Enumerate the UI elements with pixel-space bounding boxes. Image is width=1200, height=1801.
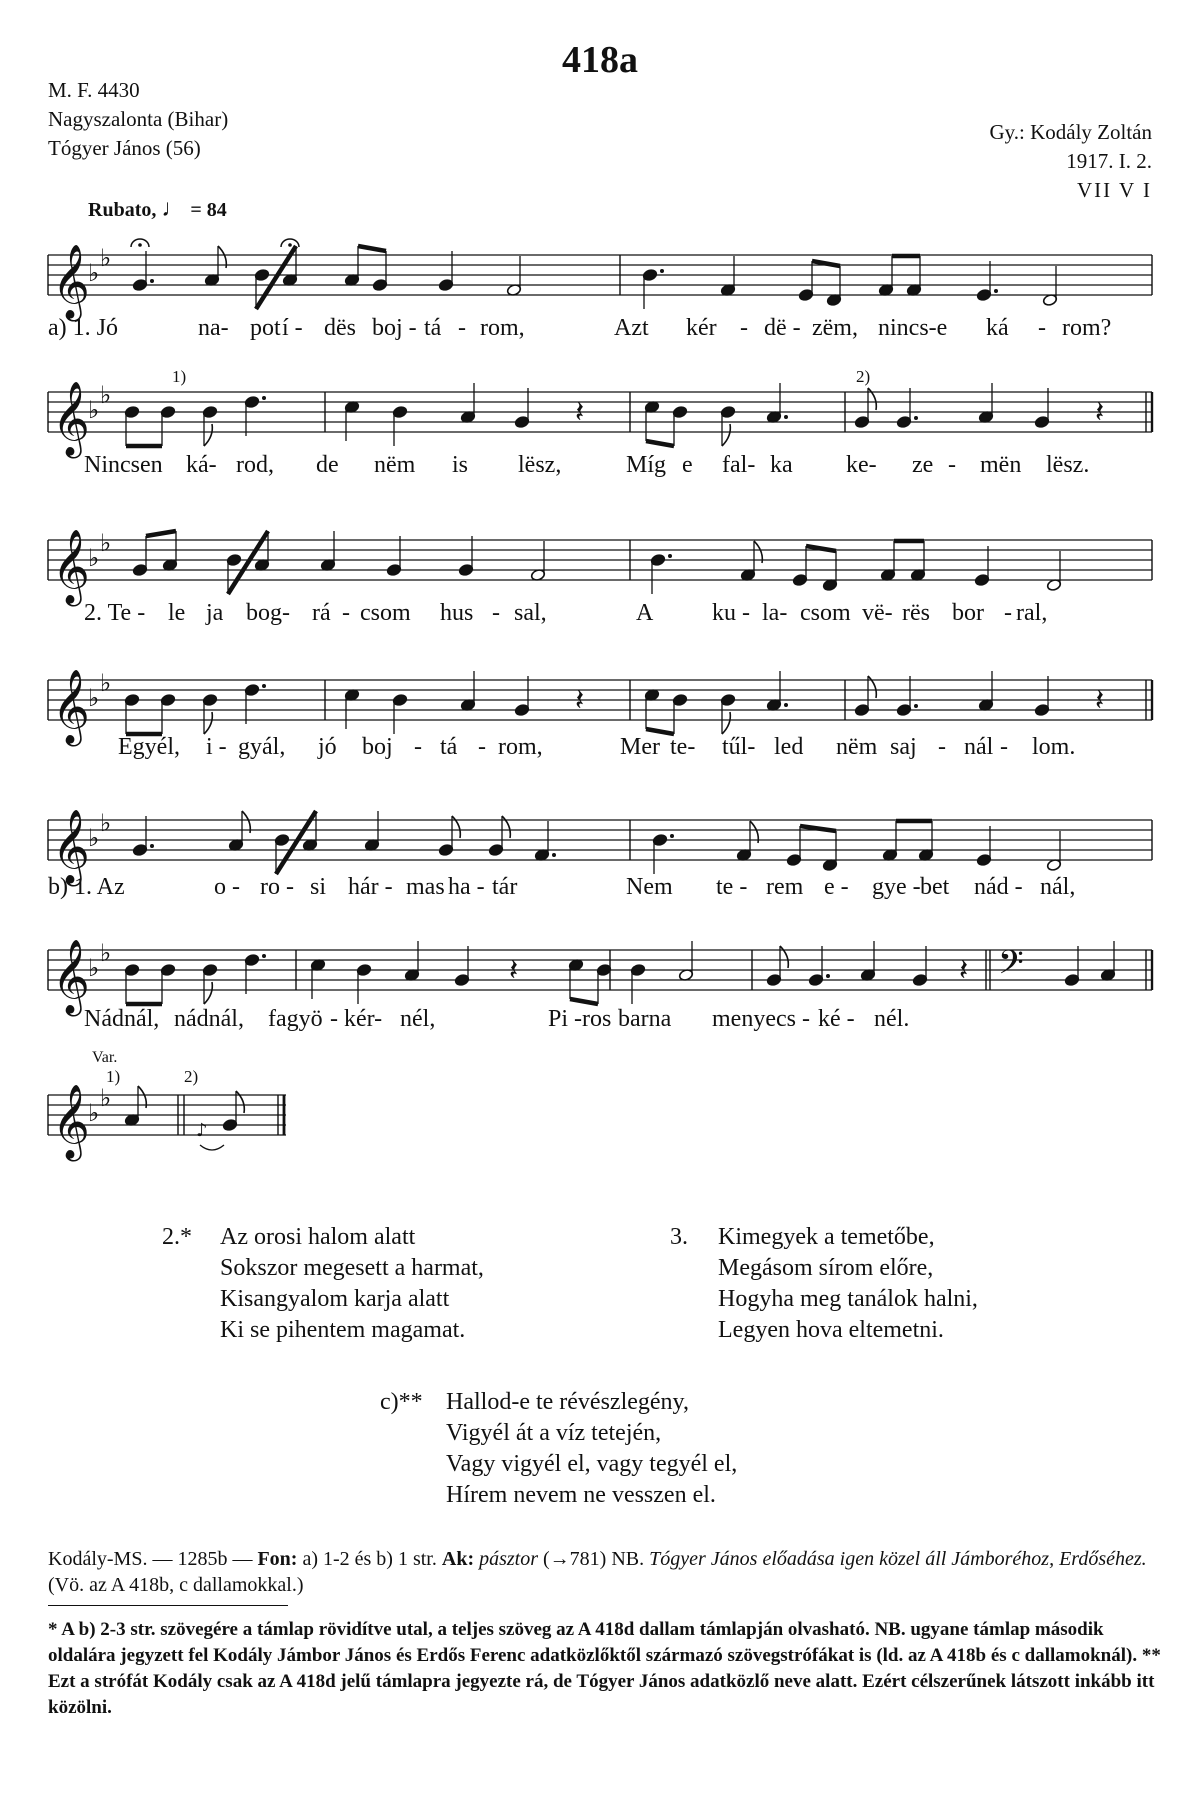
lyric-syllable: gye - [872,874,921,900]
stanza-label: 2.* [162,1224,192,1250]
lyric-syllable: menyecs - [712,1006,810,1032]
lyric-syllable: te - [716,874,748,900]
occupation: pásztor [474,1548,539,1570]
flag [868,388,876,410]
lyric-syllable: la- [762,600,788,626]
treble-clef-icon: 𝄞 [52,530,90,604]
flat-icon: ♭ [88,1099,100,1127]
collector: Gy.: Kodály Zoltán [989,120,1152,144]
lyric-syllable: tá [440,734,458,760]
flat-icon: ♭ [100,529,112,557]
footnote [48,1617,1168,1721]
lyric-syllable: í - [282,315,303,341]
quarter-rest-icon: 𝄽 [1095,683,1105,718]
lyric-syllable: - [414,734,422,760]
collection-date: 1917. I. 2. [1066,149,1152,173]
beam [646,441,674,446]
stanza-label: 3. [670,1224,688,1250]
flag [868,676,876,698]
lyric-syllable: 2. Te - [84,600,146,626]
lyric-syllable: lësz, [518,452,562,478]
lyric-syllable: Nincsen [84,452,163,478]
lyric-syllable: ja [206,600,224,626]
lyric-syllable: - [740,315,748,341]
lyric-syllable: e [682,452,693,478]
lyric-syllable: nádnál, [174,1006,244,1032]
lyric-syllable: ku - [712,600,750,626]
flat-icon: ♭ [100,381,112,409]
flat-icon: ♭ [88,544,100,572]
variant-mark: 2) [184,1067,199,1086]
lyric-syllable: ze [912,452,934,478]
lyric-syllable: ké - [818,1006,855,1032]
stanza-c [380,1387,738,1511]
flat-icon: ♭ [88,954,100,982]
dot [668,554,672,558]
flat-icon: ♭ [88,396,100,424]
dot [670,834,674,838]
stanza-line: Legyen hova eltemetni. [718,1317,944,1343]
dot [914,704,918,708]
lyric-syllable: ka [770,452,793,478]
flat-icon: ♭ [88,259,100,287]
lyric-syllable: Mer [620,734,660,760]
stanza-line: Vagy vigyél el, vagy tegyél el, [446,1451,738,1477]
catalog-number: M. F. 4430 [48,78,140,102]
footnote-text: A b) 2-3 str. szövegére a támlap rövidítve utal, a teljes szöveg az A 418d dallam támlapján olvasható. NB. ugyane támlap második oldalára jegyzett fel Kodály Jámbor János és Erdős Ferenc adatközlőktől származó szövegstrófákat is (ld. az A 418b és c dallamoknál). [48,1619,1138,1666]
lyric-syllable: saj [890,734,917,760]
tempo-value: = 84 [190,199,227,221]
flag [780,946,788,968]
lyric-syllable: - [1000,734,1008,760]
lyric-syllable: de [316,452,339,478]
lyric-syllable: ha - [448,874,485,900]
dot [150,279,154,283]
flat-icon: ♭ [100,669,112,697]
lyric-syllable: rës [902,600,930,626]
lyric-syllable: gyál, [238,734,286,760]
beam [146,531,176,536]
flat-icon: ♭ [100,244,112,272]
lyric-syllable: bor [952,600,984,626]
lyric-syllable: si [310,874,327,900]
lyric-syllable: o - [214,874,240,900]
commentary-compare: (Vö. az A 418b, c dallamokkal.) [48,1574,304,1596]
ak-label: Ak: [441,1548,475,1570]
lyric-syllable: vë- [862,600,893,626]
flag [722,424,730,446]
dot [994,289,998,293]
stanza-line: Kimegyek a temetőbe, [718,1224,935,1250]
quarter-rest-icon: 𝄽 [1095,395,1105,430]
commentary-stanzas: a) 1-2 és b) 1 str. [297,1548,442,1570]
commentary [48,1546,1158,1598]
commentary-note: Tógyer János előadása igen közel áll Jámboréhoz, Erdőséhez. [649,1548,1147,1570]
stanza-label: c)** [380,1389,423,1415]
cadence-formula: VII V I [1076,178,1152,202]
quarter-rest-icon: 𝄽 [575,683,585,718]
dot [552,853,556,857]
stanza-line: Kisangyalom karja alatt [220,1286,450,1312]
stanza-line: Megásom sírom előre, [718,1255,934,1281]
dot [784,703,788,707]
bass-clef-icon: 𝄢 [998,944,1024,990]
lyric-syllable: ke- [846,452,877,478]
stanza-line: Sokszor megesett a harmat, [220,1255,484,1281]
stanza-line: Vigyél át a víz tetején, [446,1420,662,1446]
lyric-syllable: led [774,734,804,760]
lyric-syllable: kér [686,315,717,341]
flag [722,712,730,734]
footnote-marker: ** [1141,1645,1161,1666]
lyric-syllable: nád - [974,874,1023,900]
dot [784,415,788,419]
treble-clef-icon: 𝄞 [52,810,90,884]
lyric-syllable: - [492,600,500,626]
lyric-syllable: te- [670,734,696,760]
lyric-syllable: dë - [764,315,801,341]
lyric-syllable: a) 1. Jó [48,315,118,341]
lyric-syllable: fal- [722,452,756,478]
lyric-syllable: - [1038,315,1046,341]
lyric-syllable: Nádnál, [84,1006,160,1032]
stanza-2 [162,1222,484,1346]
flag [236,1091,244,1113]
lyric-syllable: - [330,1006,338,1032]
treble-clef-icon: 𝄞 [52,245,90,319]
lyric-syllable: na- [198,315,229,341]
lyric-syllable: - [342,600,350,626]
lyric-syllable: Nem [626,874,673,900]
lyric-syllable: nincs-e [878,315,948,341]
variant-mark: 1) [106,1067,121,1086]
lyric-syllable: e - [824,874,849,900]
treble-clef-icon: 𝄞 [52,1085,90,1159]
lyric-syllable: rod, [236,452,274,478]
lyric-syllable: csom [800,600,851,626]
lyric-syllable: tá [424,315,442,341]
flat-icon: ♭ [100,1084,112,1112]
lyric-syllable: lom. [1032,734,1076,760]
lyric-syllable: dës [324,315,356,341]
lyric-syllable: jó [318,734,337,760]
lyric-syllable: - [948,452,956,478]
fermata-dot [138,243,142,247]
footnote-marker: * [48,1619,58,1640]
lyric-syllable: ros [582,1006,612,1032]
lyric-syllable: boj [362,734,393,760]
flat-icon: ♭ [88,824,100,852]
lyric-syllable: zëm, [812,315,858,341]
commentary-ref: (→781) NB. [538,1548,650,1570]
tune-number: 418a [562,39,638,81]
lyric-syllable: nál, [1040,874,1076,900]
dot [826,974,830,978]
fermata-dot [288,243,292,247]
variant-mark: 2) [856,367,871,386]
lyric-syllable: barna [618,1006,672,1032]
flag [452,816,460,838]
dot [262,684,266,688]
lyric-syllable: rem [766,874,804,900]
lyric-syllable: hár - [348,874,393,900]
treble-clef-icon: 𝄞 [52,382,90,456]
stanza-line: Hallod-e te révészlegény, [446,1389,689,1415]
stanza-line: Ki se pihentem magamat. [220,1317,466,1343]
lyric-syllable: nëm [374,452,416,478]
lyric-syllable: boj - [372,315,417,341]
lyric-syllable: b) 1. Az [48,874,125,900]
lyric-syllable: lësz. [1046,452,1090,478]
quarter-rest-icon: 𝄽 [509,953,519,988]
footnote-text: Ezt a strófát Kodály csak az A 418d jelű támlapra jegyezte rá, de Tógyer János adatközlő neve alatt. Ezért célszerűnek látszott inkább itt közölni. [48,1671,1155,1718]
flat-icon: ♭ [88,684,100,712]
singer: Tógyer János (56) [48,136,201,160]
flat-icon: ♭ [100,809,112,837]
lyric-syllable: tűl- [722,734,756,760]
lyric-syllable: mas [406,874,445,900]
lyric-syllable: mën [980,452,1022,478]
dot [150,844,154,848]
dot [914,416,918,420]
beam [570,999,598,1004]
stanza-line: Hogyha meg tanálok halni, [718,1286,978,1312]
lyric-syllable: ká [986,315,1009,341]
lyric-syllable: Egyél, [118,734,180,760]
lyric-syllable: - [938,734,946,760]
stanza-line: Az orosi halom alatt [220,1224,416,1250]
tempo-word: Rubato, [88,199,157,221]
flag [204,712,212,734]
treble-clef-icon: 𝄞 [52,940,90,1014]
lyric-syllable: Azt [614,315,649,341]
lyric-syllable: is [452,452,469,478]
lyric-syllable: nëm [836,734,878,760]
lyric-syllable: hus [440,600,474,626]
lyric-syllable: ral, [1016,600,1048,626]
lyric-syllable: sal, [514,600,547,626]
lyric-syllable: Míg [626,452,667,478]
quarter-rest-icon: 𝄽 [575,395,585,430]
lyric-syllable: rom, [498,734,543,760]
lyric-syllable: i - [206,734,227,760]
lyric-syllable: csom [360,600,411,626]
lyric-syllable: rom, [480,315,525,341]
flag [204,424,212,446]
lyric-syllable: - [478,734,486,760]
lyric-syllable: A [636,600,654,626]
variant-mark: 1) [172,367,187,386]
slur [200,1145,224,1150]
fon-label: Fon: [257,1548,298,1570]
lyric-syllable: bog- [246,600,290,626]
stanza-3 [670,1222,978,1346]
beam [358,246,386,251]
lyric-syllable: rá [312,600,331,626]
flag [204,982,212,1004]
lyric-syllable: kér- [344,1006,383,1032]
lyric-syllable: Pi - [548,1006,583,1032]
variants-label: Var. [92,1049,118,1066]
lyric-syllable: tár [492,874,518,900]
footnote-divider [48,1605,288,1606]
flag [502,816,510,838]
lyric-syllable: fagyö [268,1006,323,1032]
lyric-syllable: nél, [400,1006,436,1032]
lyric-syllable: ká- [186,452,217,478]
treble-clef-icon: 𝄞 [52,670,90,744]
dot [262,396,266,400]
grace-note-icon: ♪ [196,1120,208,1141]
quarter-rest-icon: 𝄽 [959,953,969,988]
stanza-line: Hírem nevem ne vesszen el. [446,1482,716,1508]
lyric-syllable: pot [250,315,281,341]
quarter-note-icon: ♩ [161,196,186,222]
lyric-syllable: - [1004,600,1012,626]
lyric-syllable: ro - [260,874,294,900]
lyric-syllable: nál [964,734,994,760]
commentary-source: Kodály-MS. — 1285b — [48,1548,258,1570]
lyric-syllable: - [458,315,466,341]
lyric-syllable: le [168,600,186,626]
place: Nagyszalonta (Bihar) [48,107,229,131]
lyric-syllable: rom? [1062,315,1112,341]
dot [262,954,266,958]
dot [660,269,664,273]
lyric-syllable: bet [920,874,950,900]
lyric-syllable: nél. [874,1006,910,1032]
flat-icon: ♭ [100,939,112,967]
